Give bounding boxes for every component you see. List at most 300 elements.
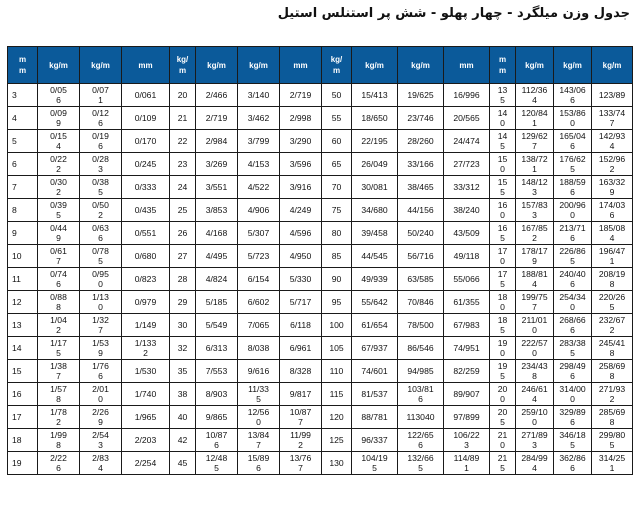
table-cell: 39/458 [352, 222, 398, 245]
table-cell: 0/88 8 [38, 291, 80, 314]
table-cell: 314/00 0 [554, 383, 592, 406]
table-cell: 20/565 [444, 107, 490, 130]
table-cell: 285/69 8 [592, 406, 633, 429]
table-cell: 165/04 6 [554, 130, 592, 153]
column-header: m m [490, 47, 516, 84]
table-cell: 362/86 6 [554, 452, 592, 475]
table-cell: 284/99 4 [516, 452, 554, 475]
table-cell: 6 [8, 153, 38, 176]
header-row [8, 47, 633, 84]
table-cell: 67/983 [444, 314, 490, 337]
table-cell: 1/133 2 [122, 337, 170, 360]
table-cell: 80 [322, 222, 352, 245]
table-cell: 33/166 [398, 153, 444, 176]
table-cell: 15/89 6 [238, 452, 280, 475]
table-cell: 0/30 2 [38, 176, 80, 199]
column-header: kg/m [554, 47, 592, 84]
table-cell: 18/650 [352, 107, 398, 130]
table-cell: 14 0 [490, 107, 516, 130]
table-cell: 271/89 3 [516, 429, 554, 452]
table-cell: 50 [322, 84, 352, 107]
table-cell: 26/049 [352, 153, 398, 176]
table-cell: 42 [170, 429, 196, 452]
table-cell: 112/36 4 [516, 84, 554, 107]
table-cell: 78/500 [398, 314, 444, 337]
table-cell: 1/76 6 [80, 360, 122, 383]
table-cell: 1/78 2 [38, 406, 80, 429]
table-cell: 50/240 [398, 222, 444, 245]
table-cell: 258/69 8 [592, 360, 633, 383]
table-cell: 2/01 0 [80, 383, 122, 406]
table-cell: 143/06 6 [554, 84, 592, 107]
table-cell: 60 [322, 130, 352, 153]
table-cell: 81/537 [352, 383, 398, 406]
table-cell: 21 [170, 107, 196, 130]
table-cell: 20 0 [490, 383, 516, 406]
table-cell: 38 [170, 383, 196, 406]
table-cell: 14 5 [490, 130, 516, 153]
table-cell: 113040 [398, 406, 444, 429]
table-cell: 178/17 9 [516, 245, 554, 268]
table-cell: 220/26 5 [592, 291, 633, 314]
table-cell: 75 [322, 199, 352, 222]
table-cell: 3/462 [238, 107, 280, 130]
table-cell: 6/313 [196, 337, 238, 360]
table-row [8, 153, 633, 176]
table-cell: 22 [170, 130, 196, 153]
table-cell: 35 [170, 360, 196, 383]
table-cell: 5/549 [196, 314, 238, 337]
table-cell: 7 [8, 176, 38, 199]
table-cell: 142/93 4 [592, 130, 633, 153]
table-cell: 61/355 [444, 291, 490, 314]
table-row [8, 130, 633, 153]
table-cell: 5/307 [238, 222, 280, 245]
table-cell: 5/185 [196, 291, 238, 314]
table-cell: 2/719 [280, 84, 322, 107]
table-cell: 3/596 [280, 153, 322, 176]
table-cell: 138/72 1 [516, 153, 554, 176]
table-cell: 0/109 [122, 107, 170, 130]
column-header: kg/m [38, 47, 80, 84]
table-cell: 10/87 7 [280, 406, 322, 429]
table-cell: 132/66 5 [398, 452, 444, 475]
table-cell: 123/89 [592, 84, 633, 107]
table-cell: 3/290 [280, 130, 322, 153]
table-cell: 63/585 [398, 268, 444, 291]
table-cell: 2/998 [280, 107, 322, 130]
table-cell: 94/985 [398, 360, 444, 383]
table-body [8, 84, 633, 475]
table-cell: 2/83 4 [80, 452, 122, 475]
table-cell: 271/93 2 [592, 383, 633, 406]
table-cell: 8/038 [238, 337, 280, 360]
table-cell: 70 [322, 176, 352, 199]
table-cell: 1/17 5 [38, 337, 80, 360]
table-row [8, 314, 633, 337]
table-cell: 2/26 9 [80, 406, 122, 429]
table-cell: 23 [170, 153, 196, 176]
table-cell: 3 [8, 84, 38, 107]
table-cell: 12 [8, 291, 38, 314]
column-header: mm [444, 47, 490, 84]
table-cell: 17 0 [490, 245, 516, 268]
table-row [8, 337, 633, 360]
table-cell: 9 [8, 222, 38, 245]
table-cell: 8/328 [280, 360, 322, 383]
table-cell: 0/38 5 [80, 176, 122, 199]
table-cell: 208/19 8 [592, 268, 633, 291]
table-cell: 1/149 [122, 314, 170, 337]
table-cell: 14 [8, 337, 38, 360]
table-cell: 157/83 3 [516, 199, 554, 222]
table-row [8, 406, 633, 429]
table-cell: 0/680 [122, 245, 170, 268]
table-cell: 0/61 7 [38, 245, 80, 268]
table-cell: 222/57 0 [516, 337, 554, 360]
weight-table [7, 46, 633, 475]
column-header: mm [280, 47, 322, 84]
table-cell: 30/081 [352, 176, 398, 199]
table-cell: 0/07 1 [80, 84, 122, 107]
table-row [8, 268, 633, 291]
table-cell: 11/33 5 [238, 383, 280, 406]
table-cell: 11/99 2 [280, 429, 322, 452]
column-header: kg/m [352, 47, 398, 84]
table-cell: 90 [322, 268, 352, 291]
table-cell: 27/723 [444, 153, 490, 176]
table-cell: 44/156 [398, 199, 444, 222]
table-cell: 18 [8, 429, 38, 452]
table-cell: 1/740 [122, 383, 170, 406]
table-cell: 0/19 6 [80, 130, 122, 153]
table-cell: 18 0 [490, 291, 516, 314]
table-cell: 0/39 5 [38, 199, 80, 222]
table-cell: 70/846 [398, 291, 444, 314]
table-cell: 24/474 [444, 130, 490, 153]
table-cell: 19 [8, 452, 38, 475]
table-cell: 152/96 2 [592, 153, 633, 176]
table-cell: 4/522 [238, 176, 280, 199]
table-cell: 15 5 [490, 176, 516, 199]
table-cell: 3/140 [238, 84, 280, 107]
table-cell: 185/08 4 [592, 222, 633, 245]
table-cell: 0/95 0 [80, 268, 122, 291]
table-cell: 7/553 [196, 360, 238, 383]
table-cell: 103/81 6 [398, 383, 444, 406]
table-row [8, 383, 633, 406]
table-cell: 61/654 [352, 314, 398, 337]
table-cell: 16/996 [444, 84, 490, 107]
table-cell: 5/330 [280, 268, 322, 291]
column-header: kg/m [398, 47, 444, 84]
table-cell: 0/05 6 [38, 84, 80, 107]
table-cell: 0/823 [122, 268, 170, 291]
table-cell: 19 5 [490, 360, 516, 383]
table-cell: 129/62 7 [516, 130, 554, 153]
table-cell: 25 [170, 199, 196, 222]
table-cell: 163/32 9 [592, 176, 633, 199]
table-cell: 0/78 5 [80, 245, 122, 268]
table-cell: 24 [170, 176, 196, 199]
table-cell: 0/061 [122, 84, 170, 107]
table-row [8, 84, 633, 107]
table-cell: 34/680 [352, 199, 398, 222]
table-cell: 26 [170, 222, 196, 245]
table-cell: 8 [8, 199, 38, 222]
table-cell: 4/906 [238, 199, 280, 222]
table-cell: 2/22 6 [38, 452, 80, 475]
table-cell: 55/066 [444, 268, 490, 291]
table-cell: 43/509 [444, 222, 490, 245]
table-cell: 67/937 [352, 337, 398, 360]
column-header: kg/m [196, 47, 238, 84]
table-row [8, 245, 633, 268]
table-cell: 3/853 [196, 199, 238, 222]
table-cell: 97/899 [444, 406, 490, 429]
table-cell: 13/84 7 [238, 429, 280, 452]
table-cell: 226/86 5 [554, 245, 592, 268]
table-row [8, 222, 633, 245]
table-cell: 211/01 0 [516, 314, 554, 337]
table-cell: 55/642 [352, 291, 398, 314]
table-cell: 120 [322, 406, 352, 429]
table-cell: 114/89 1 [444, 452, 490, 475]
table-cell: 30 [170, 314, 196, 337]
table-cell: 4/153 [238, 153, 280, 176]
column-header: kg/ m [322, 47, 352, 84]
table-cell: 88/781 [352, 406, 398, 429]
table-cell: 122/65 6 [398, 429, 444, 452]
table-cell: 89/907 [444, 383, 490, 406]
table-cell: 17 [8, 406, 38, 429]
table-cell: 23/746 [398, 107, 444, 130]
table-cell: 2/254 [122, 452, 170, 475]
table-cell: 29 [170, 291, 196, 314]
table-cell: 0/63 6 [80, 222, 122, 245]
table-cell: 246/61 4 [516, 383, 554, 406]
column-header: kg/m [516, 47, 554, 84]
table-cell: 49/118 [444, 245, 490, 268]
table-cell: 232/67 2 [592, 314, 633, 337]
table-cell: 0/22 2 [38, 153, 80, 176]
column-header: kg/m [592, 47, 633, 84]
table-cell: 2/719 [196, 107, 238, 130]
table-cell: 15/413 [352, 84, 398, 107]
table-cell: 0/551 [122, 222, 170, 245]
table-cell: 188/81 4 [516, 268, 554, 291]
table-cell: 234/43 8 [516, 360, 554, 383]
table-row [8, 291, 633, 314]
table-cell: 133/74 7 [592, 107, 633, 130]
table-cell: 213/71 6 [554, 222, 592, 245]
table-cell: 4/824 [196, 268, 238, 291]
table-cell: 28 [170, 268, 196, 291]
table-cell: 245/41 8 [592, 337, 633, 360]
table-cell: 314/25 1 [592, 452, 633, 475]
column-header: mm [122, 47, 170, 84]
table-cell: 7/065 [238, 314, 280, 337]
table-cell: 6/602 [238, 291, 280, 314]
table-cell: 1/53 9 [80, 337, 122, 360]
table-cell: 268/66 6 [554, 314, 592, 337]
table-cell: 0/333 [122, 176, 170, 199]
table-cell: 86/546 [398, 337, 444, 360]
table-cell: 55 [322, 107, 352, 130]
table-cell: 0/435 [122, 199, 170, 222]
table-cell: 74/951 [444, 337, 490, 360]
table-cell: 74/601 [352, 360, 398, 383]
table-cell: 96/337 [352, 429, 398, 452]
table-cell: 4/950 [280, 245, 322, 268]
table-cell: 1/04 2 [38, 314, 80, 337]
table-cell: 6/118 [280, 314, 322, 337]
table-cell: 346/18 5 [554, 429, 592, 452]
column-header: kg/ m [170, 47, 196, 84]
table-cell: 82/259 [444, 360, 490, 383]
table-cell: 4/596 [280, 222, 322, 245]
table-cell: 11 [8, 268, 38, 291]
table-cell: 2/203 [122, 429, 170, 452]
table-cell: 0/170 [122, 130, 170, 153]
table-cell: 33/312 [444, 176, 490, 199]
table-cell: 298/49 6 [554, 360, 592, 383]
table-cell: 0/50 2 [80, 199, 122, 222]
table-row [8, 176, 633, 199]
table-cell: 2/54 3 [80, 429, 122, 452]
table-cell: 16 5 [490, 222, 516, 245]
table-cell: 9/616 [238, 360, 280, 383]
table-cell: 85 [322, 245, 352, 268]
table-cell: 1/13 0 [80, 291, 122, 314]
table-cell: 0/44 9 [38, 222, 80, 245]
table-cell: 174/03 6 [592, 199, 633, 222]
table-cell: 0/15 4 [38, 130, 80, 153]
table-cell: 5 [8, 130, 38, 153]
table-cell: 18 5 [490, 314, 516, 337]
table-cell: 176/62 5 [554, 153, 592, 176]
table-row [8, 107, 633, 130]
table-cell: 110 [322, 360, 352, 383]
table-cell: 106/22 3 [444, 429, 490, 452]
table-cell: 1/57 8 [38, 383, 80, 406]
table-cell: 6/154 [238, 268, 280, 291]
table-cell: 21 5 [490, 452, 516, 475]
table-cell: 16 [8, 383, 38, 406]
table-cell: 15 [8, 360, 38, 383]
table-cell: 1/32 7 [80, 314, 122, 337]
table-cell: 9/817 [280, 383, 322, 406]
table-cell: 240/40 6 [554, 268, 592, 291]
table-cell: 5/717 [280, 291, 322, 314]
table-cell: 0/245 [122, 153, 170, 176]
table-cell: 0/979 [122, 291, 170, 314]
table-cell: 125 [322, 429, 352, 452]
table-cell: 19 0 [490, 337, 516, 360]
column-header: kg/m [80, 47, 122, 84]
table-cell: 1/99 8 [38, 429, 80, 452]
table-cell: 13/76 7 [280, 452, 322, 475]
table-cell: 104/19 5 [352, 452, 398, 475]
table-cell: 12/56 0 [238, 406, 280, 429]
table-cell: 299/80 5 [592, 429, 633, 452]
table-cell: 0/28 3 [80, 153, 122, 176]
table-cell: 115 [322, 383, 352, 406]
table-cell: 9/865 [196, 406, 238, 429]
table-cell: 2/466 [196, 84, 238, 107]
table-cell: 95 [322, 291, 352, 314]
table-cell: 199/75 7 [516, 291, 554, 314]
column-header: kg/m [238, 47, 280, 84]
table-cell: 283/38 5 [554, 337, 592, 360]
table-cell: 20 [170, 84, 196, 107]
table-cell: 153/86 0 [554, 107, 592, 130]
table-cell: 3/269 [196, 153, 238, 176]
table-cell: 254/34 0 [554, 291, 592, 314]
table-cell: 17 5 [490, 268, 516, 291]
table-cell: 0/12 6 [80, 107, 122, 130]
table-row [8, 360, 633, 383]
table-cell: 329/89 6 [554, 406, 592, 429]
table-cell: 3/916 [280, 176, 322, 199]
table-cell: 105 [322, 337, 352, 360]
table-cell: 4/249 [280, 199, 322, 222]
table-cell: 188/59 6 [554, 176, 592, 199]
table-cell: 40 [170, 406, 196, 429]
table-cell: 27 [170, 245, 196, 268]
table-cell: 13 5 [490, 84, 516, 107]
table-cell: 65 [322, 153, 352, 176]
table-cell: 10/87 6 [196, 429, 238, 452]
table-cell: 4/495 [196, 245, 238, 268]
table-cell: 0/09 9 [38, 107, 80, 130]
table-cell: 1/530 [122, 360, 170, 383]
table-cell: 1/965 [122, 406, 170, 429]
table-cell: 49/939 [352, 268, 398, 291]
table-cell: 1/38 7 [38, 360, 80, 383]
table-cell: 100 [322, 314, 352, 337]
table-cell: 22/195 [352, 130, 398, 153]
table-row [8, 452, 633, 475]
table-cell: 19/625 [398, 84, 444, 107]
table-cell: 10 [8, 245, 38, 268]
table-cell: 5/723 [238, 245, 280, 268]
table-cell: 32 [170, 337, 196, 360]
table-cell: 12/48 5 [196, 452, 238, 475]
table-cell: 259/10 0 [516, 406, 554, 429]
table-cell: 4/168 [196, 222, 238, 245]
table-cell: 130 [322, 452, 352, 475]
table-cell: 56/716 [398, 245, 444, 268]
table-cell: 21 0 [490, 429, 516, 452]
table-cell: 13 [8, 314, 38, 337]
table-cell: 28/260 [398, 130, 444, 153]
table-cell: 148/12 3 [516, 176, 554, 199]
table-cell: 6/961 [280, 337, 322, 360]
table-cell: 38/240 [444, 199, 490, 222]
table-cell: 16 0 [490, 199, 516, 222]
table-cell: 8/903 [196, 383, 238, 406]
column-header: m m [8, 47, 38, 84]
page-title: جدول وزن میلگرد - چهار پهلو - شش پر استنلس استیل [277, 6, 630, 21]
table-row [8, 429, 633, 452]
table-cell: 167/85 2 [516, 222, 554, 245]
table-cell: 20 5 [490, 406, 516, 429]
table-cell: 38/465 [398, 176, 444, 199]
table-row [8, 199, 633, 222]
table-cell: 4 [8, 107, 38, 130]
table-cell: 15 0 [490, 153, 516, 176]
